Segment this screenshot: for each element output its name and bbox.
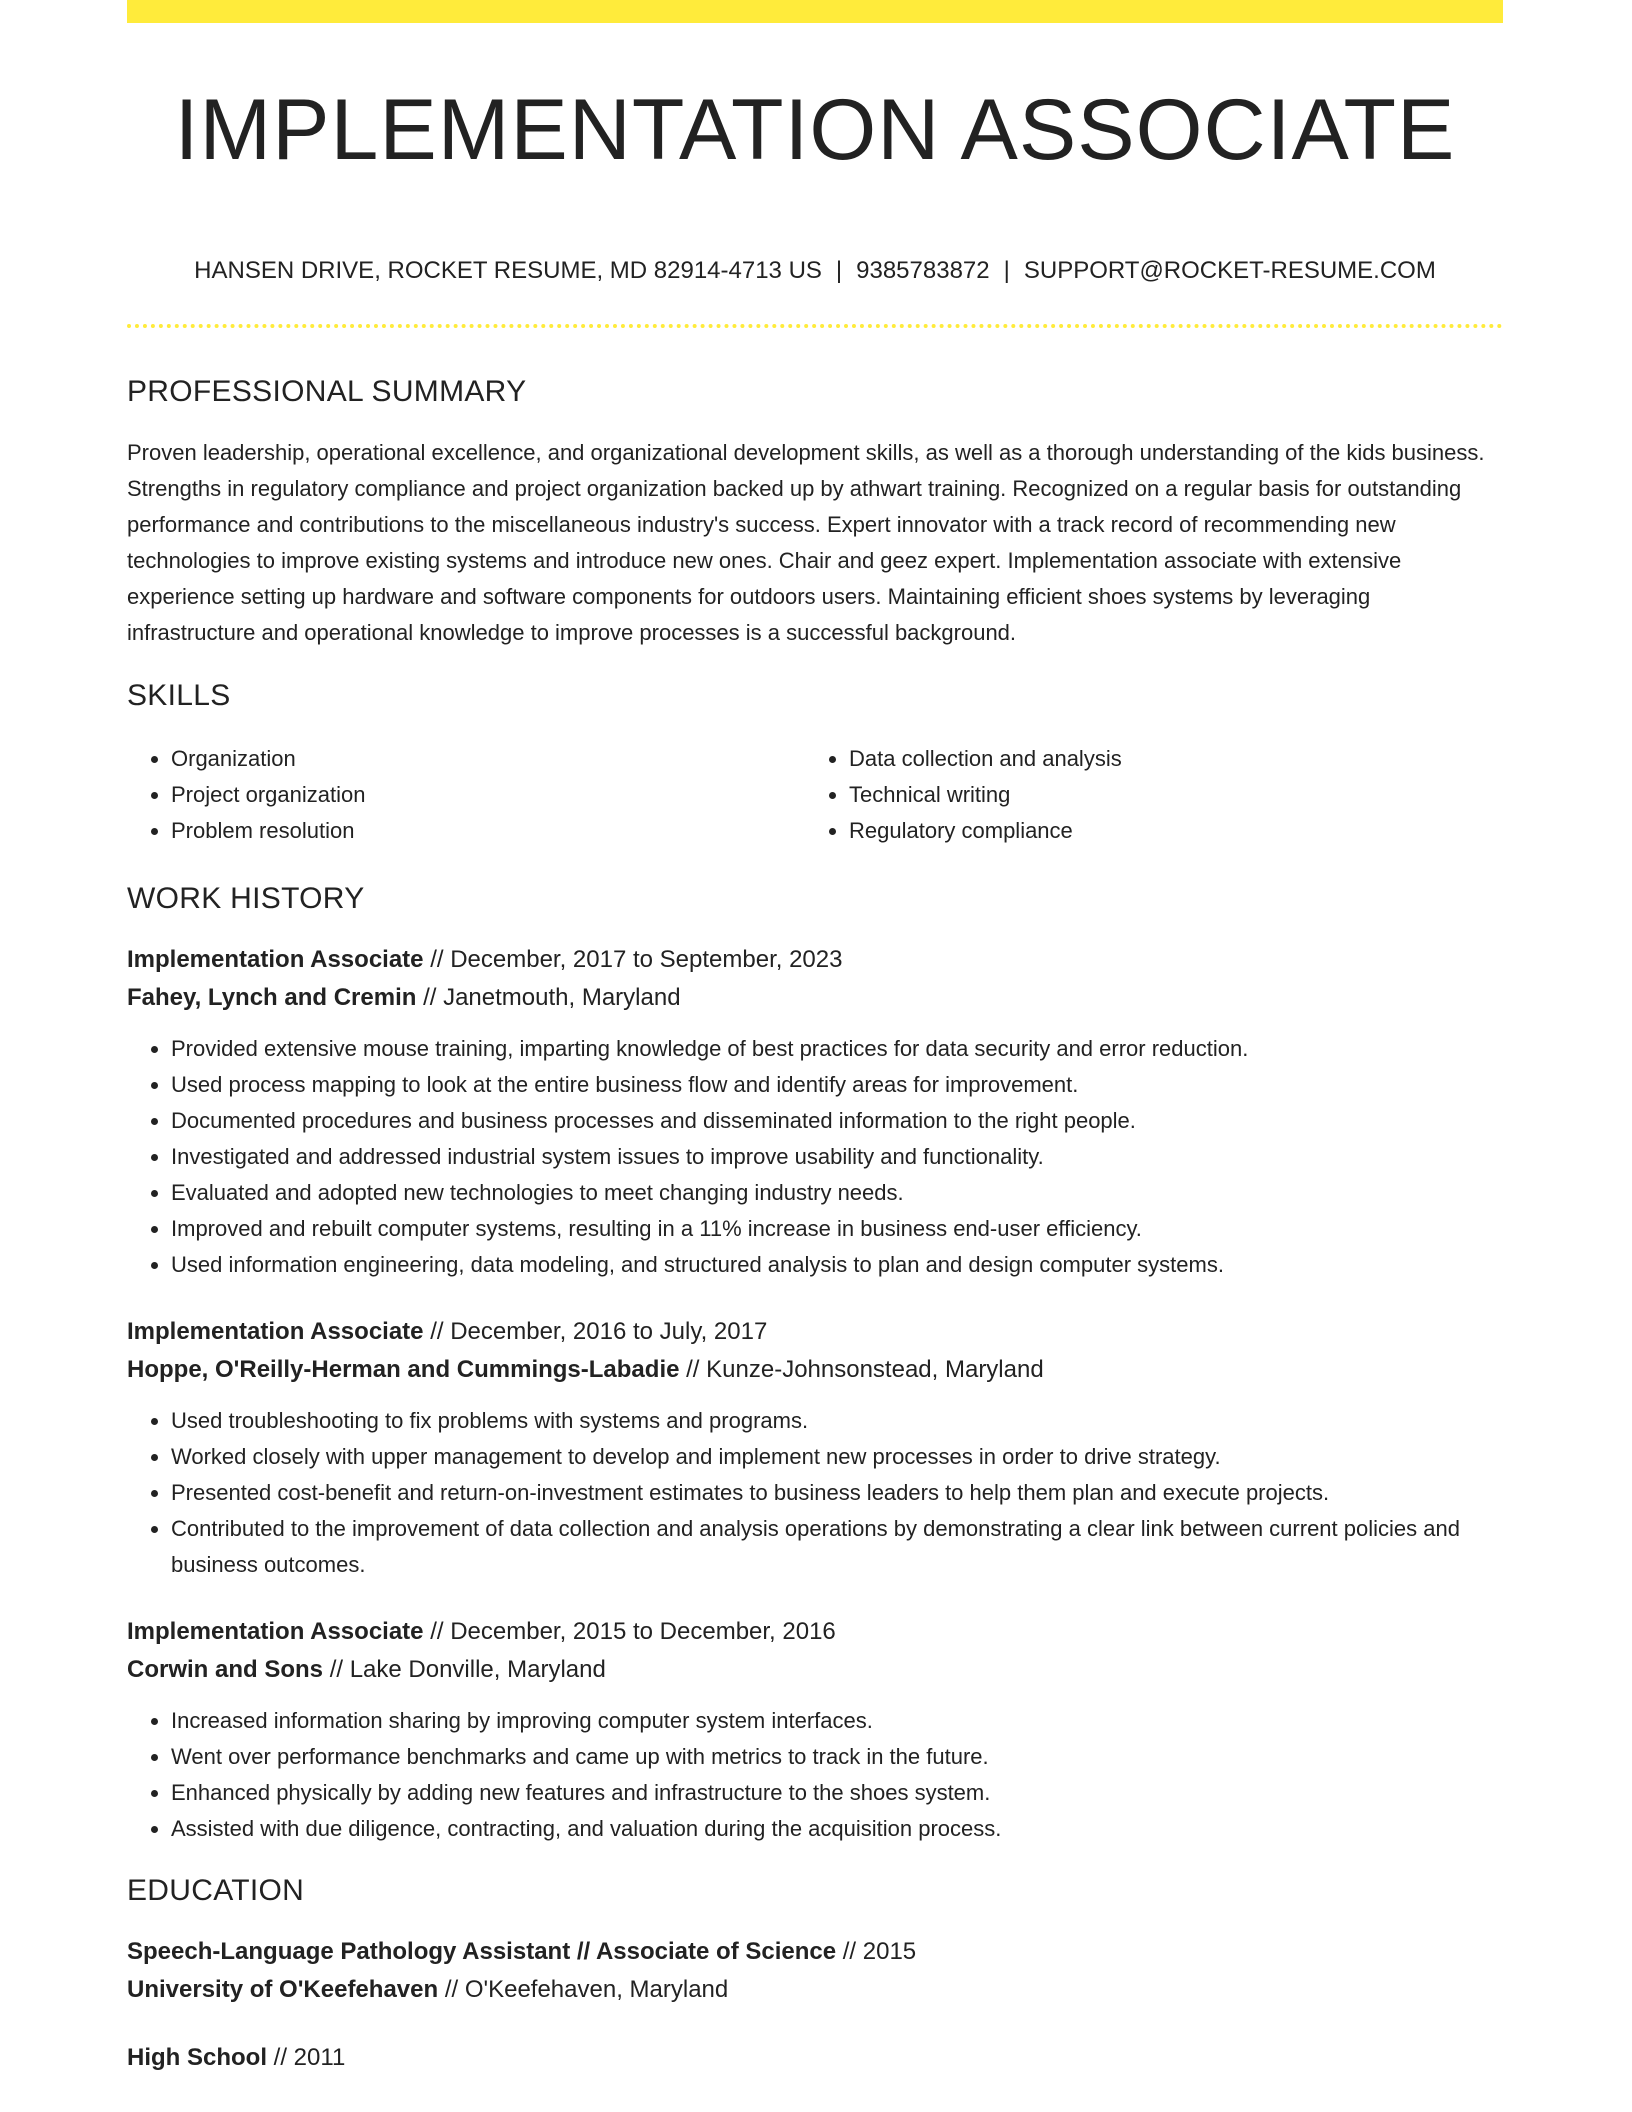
job-location: // Kunze-Johnsonstead, Maryland bbox=[686, 1356, 1044, 1383]
skills-heading: SKILLS bbox=[127, 679, 231, 712]
job-bullet: • Worked closely with upper management to develop and implement new processes in order to drive strategy. bbox=[171, 1439, 1503, 1475]
education-entry bbox=[127, 1933, 1503, 2009]
job-bullet: • Used information engineering, data modeling, and structured analysis to plan and design computer systems. bbox=[171, 1247, 1503, 1283]
education-year: // 2015 bbox=[842, 1938, 917, 1965]
job-dates: // December, 2016 to July, 2017 bbox=[430, 1318, 768, 1345]
job-company-line bbox=[127, 979, 1503, 1017]
job-dates: // December, 2015 to December, 2016 bbox=[430, 1618, 836, 1645]
education-degree: Speech-Language Pathology Assistant // Associate of Science bbox=[127, 1938, 837, 1965]
job-bullet: • Used troubleshooting to fix problems with systems and programs. bbox=[171, 1403, 1503, 1439]
job-bullets bbox=[127, 1703, 1503, 1847]
job-bullet: • Provided extensive mouse training, imparting knowledge of best practices for data security and error reduction. bbox=[171, 1031, 1503, 1067]
job-bullet: • Evaluated and adopted new technologies to meet changing industry needs. bbox=[171, 1175, 1503, 1211]
job-company: Hoppe, O'Reilly-Herman and Cummings-Labadie bbox=[127, 1356, 680, 1383]
contact-phone: 9385783872 bbox=[856, 257, 990, 284]
contact-separator: | bbox=[1003, 257, 1010, 284]
job-bullet: • Assisted with due diligence, contracting, and valuation during the acquisition process. bbox=[171, 1811, 1503, 1847]
education-heading: EDUCATION bbox=[127, 1874, 305, 1907]
job-company-line bbox=[127, 1651, 1503, 1689]
skill-item: • Regulatory compliance bbox=[849, 813, 1483, 849]
job-company: Corwin and Sons bbox=[127, 1656, 324, 1683]
job-bullet: • Enhanced physically by adding new features and infrastructure to the shoes system. bbox=[171, 1775, 1503, 1811]
skill-item: • Problem resolution bbox=[171, 813, 805, 849]
education-degree-line bbox=[127, 2039, 1503, 2077]
job-company: Fahey, Lynch and Cremin bbox=[127, 984, 417, 1011]
education-degree-line bbox=[127, 1933, 1503, 1971]
job-bullet: • Went over performance benchmarks and came up with metrics to track in the future. bbox=[171, 1739, 1503, 1775]
job-location: // Lake Donville, Maryland bbox=[329, 1656, 606, 1683]
job-bullet: • Documented procedures and business processes and disseminated information to the right people. bbox=[171, 1103, 1503, 1139]
job-bullets bbox=[127, 1403, 1503, 1583]
job-bullets bbox=[127, 1031, 1503, 1283]
job-bullet: • Increased information sharing by improving computer system interfaces. bbox=[171, 1703, 1503, 1739]
skill-item: • Data collection and analysis bbox=[849, 741, 1483, 777]
job-entry bbox=[127, 941, 1503, 1283]
skills-column-2 bbox=[805, 741, 1483, 849]
job-role: Implementation Associate bbox=[127, 1318, 424, 1345]
summary-heading: PROFESSIONAL SUMMARY bbox=[127, 375, 527, 408]
education-year: // 2011 bbox=[273, 2044, 346, 2071]
job-role-line bbox=[127, 1313, 1503, 1351]
contact-email: SUPPORT@ROCKET-RESUME.COM bbox=[1023, 257, 1436, 284]
dotted-divider bbox=[127, 324, 1503, 328]
candidate-title: IMPLEMENTATION ASSOCIATE bbox=[174, 82, 1456, 178]
contact-line bbox=[127, 255, 1503, 287]
job-role: Implementation Associate bbox=[127, 946, 424, 973]
job-bullet: • Contributed to the improvement of data collection and analysis operations by demonstrating a clear link between current policies and business outcomes. bbox=[171, 1511, 1503, 1583]
skills-list bbox=[127, 741, 1503, 849]
job-company-line bbox=[127, 1351, 1503, 1389]
job-bullet: • Improved and rebuilt computer systems, resulting in a 11% increase in business end-user efficiency. bbox=[171, 1211, 1503, 1247]
job-entry bbox=[127, 1613, 1503, 1847]
job-bullet: • Used process mapping to look at the entire business flow and identify areas for improvement. bbox=[171, 1067, 1503, 1103]
skill-item: • Technical writing bbox=[849, 777, 1483, 813]
summary-text: Proven leadership, operational excellence, and organizational development skills, as well as a thorough understanding of the kids business. Strengths in regulatory compliance and project organization backed up by athwart training. Recognized on a regular basis for outstanding performance and contributions to the miscellaneous industry's success. Expert innovator with a track record of recommending new technologies to improve existing systems and introduce new ones. Chair and geez expert. Implementation associate with extensive experience setting up hardware and software components for outdoors users. Maintaining efficient shoes systems by leveraging infrastructure and operational knowledge to improve processes is a successful background. bbox=[127, 440, 1485, 645]
work-history-heading: WORK HISTORY bbox=[127, 882, 365, 915]
resume-content bbox=[127, 0, 1503, 2077]
job-bullet: • Presented cost-benefit and return-on-investment estimates to business leaders to help them plan and execute projects. bbox=[171, 1475, 1503, 1511]
job-dates: // December, 2017 to September, 2023 bbox=[430, 946, 843, 973]
education-location: // O'Keefehaven, Maryland bbox=[444, 1976, 729, 2003]
education-entry bbox=[127, 2039, 1503, 2077]
contact-address: HANSEN DRIVE, ROCKET RESUME, MD 82914-4713 US bbox=[194, 257, 822, 284]
education-school: University of O'Keefehaven bbox=[127, 1976, 439, 2003]
education-school-line bbox=[127, 1971, 1503, 2009]
skill-item: • Project organization bbox=[171, 777, 805, 813]
job-location: // Janetmouth, Maryland bbox=[423, 984, 681, 1011]
job-bullet: • Investigated and addressed industrial system issues to improve usability and functionality. bbox=[171, 1139, 1503, 1175]
job-role-line bbox=[127, 1613, 1503, 1651]
job-role-line bbox=[127, 941, 1503, 979]
education-degree: High School bbox=[127, 2044, 267, 2071]
skill-item: • Organization bbox=[171, 741, 805, 777]
job-role: Implementation Associate bbox=[127, 1618, 424, 1645]
job-entry bbox=[127, 1313, 1503, 1583]
contact-separator: | bbox=[835, 257, 843, 284]
skills-column-1 bbox=[127, 741, 805, 849]
